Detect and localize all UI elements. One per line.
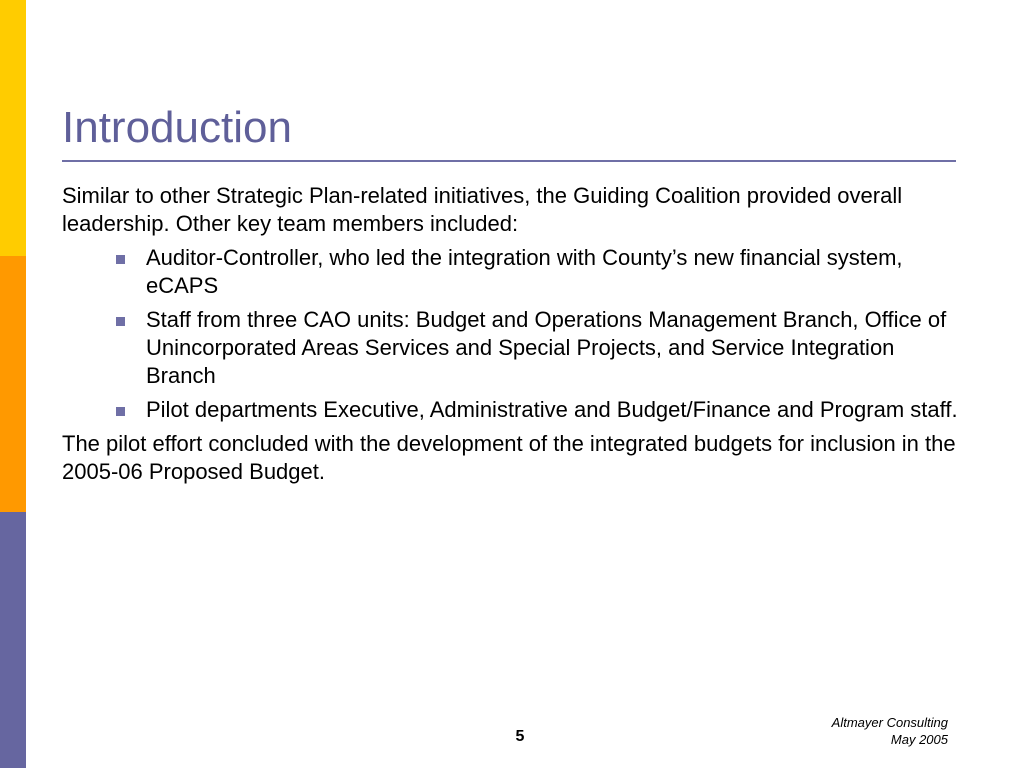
footer-credit	[832, 714, 948, 748]
side-bar-yellow-segment	[0, 0, 26, 256]
list-item-text: Pilot departments Executive, Administrative and Budget/Finance and Program staff.	[146, 397, 958, 422]
list-item	[62, 244, 962, 300]
list-item-text: Staff from three CAO units: Budget and Operations Management Branch, Office of Unincorporated Areas Services and Special Projects, and Service Integration Branch	[146, 307, 947, 388]
slide-title: Introduction	[62, 103, 292, 152]
page-number: 5	[515, 728, 525, 745]
list-item	[62, 306, 962, 390]
footer-company: Altmayer Consulting	[831, 715, 948, 730]
square-bullet-icon	[116, 255, 125, 264]
side-bar-purple-segment	[0, 512, 26, 768]
title-divider	[62, 160, 956, 162]
intro-paragraph: Similar to other Strategic Plan-related initiatives, the Guiding Coalition provided overall leadership. Other key team members included:	[62, 183, 903, 236]
team-members-list	[62, 244, 962, 424]
footer-date: May 2005	[890, 732, 948, 747]
square-bullet-icon	[116, 317, 125, 326]
slide-body	[62, 182, 962, 492]
list-item-text: Auditor-Controller, who led the integration with County’s new financial system, eCAPS	[146, 245, 903, 298]
side-color-bar	[0, 0, 26, 768]
square-bullet-icon	[116, 407, 125, 416]
list-item	[62, 396, 962, 424]
side-bar-orange-segment	[0, 256, 26, 512]
closing-paragraph: The pilot effort concluded with the development of the integrated budgets for inclusion in the 2005-06 Proposed Budget.	[62, 431, 956, 484]
